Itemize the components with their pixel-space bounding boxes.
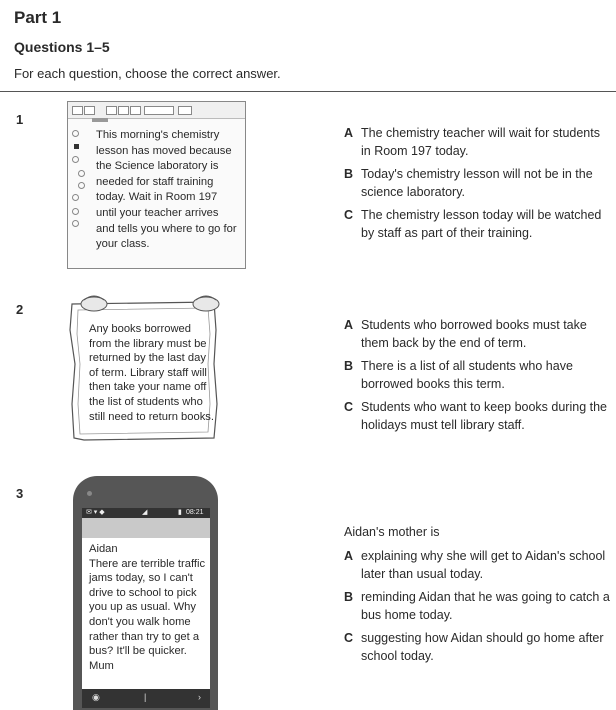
q1-sidebar	[70, 126, 90, 266]
option-letter: B	[344, 359, 354, 373]
questions-range-heading: Questions 1–5	[14, 39, 110, 55]
q3-stem: Aidan's mother is	[344, 525, 440, 539]
sidebar-dot-icon	[72, 130, 79, 137]
option-text: suggesting how Aidan should go home after school today.	[361, 631, 604, 663]
option-text: There is a list of all students who have borrowed books this term.	[361, 359, 573, 391]
phone-app-bar	[82, 518, 210, 538]
option-letter: A	[344, 549, 354, 563]
q3-options	[344, 523, 612, 670]
option-text: Students who borrowed books must take them back by the end of term.	[361, 318, 587, 350]
phone-status-bar	[82, 508, 210, 518]
cursor-icon: |	[144, 692, 147, 702]
option-letter: C	[344, 400, 354, 414]
option-letter: C	[344, 631, 354, 645]
battery-icon: ▮	[178, 509, 182, 516]
header-divider	[0, 91, 616, 92]
option-letter: B	[344, 590, 354, 604]
q1-option-a[interactable]	[344, 124, 612, 160]
sidebar-dot-icon	[78, 170, 85, 177]
right-clip-icon	[193, 296, 219, 311]
phone-camera-icon	[87, 491, 92, 496]
q1-option-c[interactable]	[344, 206, 612, 242]
option-text: The chemistry teacher will wait for students in Room 197 today.	[361, 126, 600, 158]
left-clip-icon	[81, 296, 107, 311]
notification-icons: ✉ ▾ ◆	[86, 509, 105, 516]
option-letter: A	[344, 126, 354, 140]
message-body: There are terrible traffic jams today, so I can't drive to school to pick you up as usual. Why don't you walk home rather than try to get a bus? It'll be quicker.	[89, 557, 206, 658]
q3-text-message	[89, 542, 207, 673]
toolbar-button-icon	[72, 106, 83, 115]
toolbar-arrows-icon	[144, 106, 174, 115]
question-number-2: 2	[16, 302, 24, 317]
signal-icon: ◢	[142, 509, 148, 516]
q3-option-b[interactable]	[344, 588, 612, 624]
sidebar-dot-icon	[72, 208, 79, 215]
instruction-text: For each question, choose the correct answer.	[14, 66, 281, 81]
q2-notice-text: Any books borrowed from the library must be returned by the last day of term. Library staff will then take your name off the list of students who still need to return books.	[89, 323, 214, 423]
q2-option-b[interactable]	[344, 357, 612, 393]
message-sender: Aidan	[89, 543, 118, 555]
q2-option-a[interactable]	[344, 316, 612, 352]
q1-options	[344, 124, 612, 247]
toolbar-button-icon	[106, 106, 117, 115]
option-letter: B	[344, 167, 354, 181]
toolbar-button-icon	[118, 106, 129, 115]
sidebar-dot-icon	[78, 182, 85, 189]
sidebar-dot-icon	[72, 220, 79, 227]
phone-clock: 08:21	[186, 509, 204, 516]
sidebar-dot-icon	[72, 194, 79, 201]
sidebar-dot-icon	[72, 156, 79, 163]
q1-option-b[interactable]	[344, 165, 612, 201]
question-number-1: 1	[16, 112, 24, 127]
chevron-right-icon[interactable]: ›	[198, 692, 201, 702]
toolbar-strip	[92, 118, 108, 122]
toolbar-button-icon	[84, 106, 95, 115]
part-title: Part 1	[14, 8, 62, 27]
flag-icon	[74, 144, 79, 149]
option-text: The chemistry lesson today will be watched by staff as part of their training.	[361, 208, 602, 240]
q3-option-a[interactable]	[344, 547, 612, 583]
option-text: reminding Aidan that he was going to catch a bus home today.	[361, 590, 610, 622]
option-letter: A	[344, 318, 354, 332]
toolbar-button-icon	[178, 106, 192, 115]
q1-notice-screen	[67, 101, 246, 269]
toolbar-button-icon	[130, 106, 141, 115]
option-text: explaining why she will get to Aidan's school later than usual today.	[361, 549, 606, 581]
q2-options	[344, 316, 612, 439]
q1-toolbar	[68, 102, 245, 119]
option-letter: C	[344, 208, 354, 222]
option-text: Students who want to keep books during the holidays must tell library staff.	[361, 400, 607, 432]
message-signoff: Mum	[89, 659, 114, 672]
q1-notice-text: This morning's chemistry lesson has moved because the Science laboratory is needed for staff training today. Wait in Room 197 until your teacher arrives and tells you where to go for your class.	[96, 129, 237, 251]
camera-button-icon[interactable]: ◉	[92, 692, 100, 702]
q2-option-c[interactable]	[344, 398, 612, 434]
option-text: Today's chemistry lesson will not be in the science laboratory.	[361, 167, 593, 199]
question-number-3: 3	[16, 486, 24, 501]
q3-option-c[interactable]	[344, 629, 612, 665]
phone-nav-bar	[82, 689, 210, 708]
